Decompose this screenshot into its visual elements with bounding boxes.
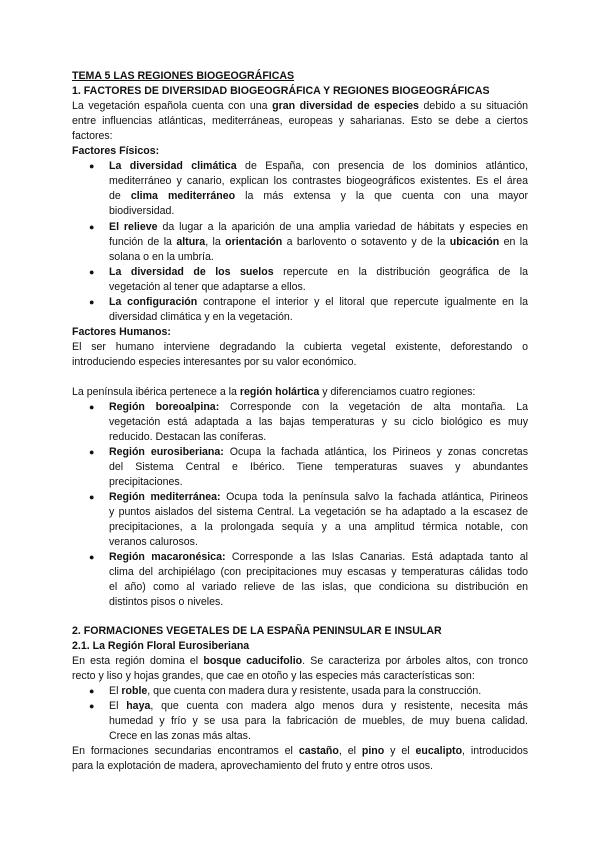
list-item-line: veranos calurosos. (109, 536, 198, 548)
regions-intro: La península ibérica pertenece a la región holártica y diferenciamos cuatro regiones: (72, 386, 476, 398)
paragraph-line: recto y liso y hojas grandes, que cae en otoño y las especies más características son: (72, 670, 475, 682)
list-item: El roble, que cuenta con madera dura y resistente, usada para la construcción. (109, 685, 482, 697)
list-item: El haya, que cuenta con madera algo menos dura y resistente, necesita más (109, 700, 528, 712)
paragraph-line: En formaciones secundarias encontramos el castaño, el pino y el eucalipto, introducidos (72, 745, 528, 757)
list-item: Región eurosiberiana: Ocupa la fachada atlántica, los Pirineos y zonas concretas (109, 446, 528, 458)
list-item-line: precipitaciones. (109, 476, 183, 488)
bullet-icon: ● (89, 701, 95, 711)
section-2-1-heading: 2.1. La Región Floral Eurosiberiana (72, 640, 250, 652)
paragraph-line: para la explotación de madera, aprovechamiento del fruto y entre otros usos. (72, 760, 433, 772)
bullet-icon: ● (89, 267, 95, 277)
bullet-icon: ● (89, 552, 95, 562)
list-item-line: precipitaciones, a la prolongada sequía y a una amplitud térmica notable, con (109, 521, 528, 533)
list-item: Región boreoalpina: Corresponde con la vegetación de alta montaña. La (109, 401, 528, 413)
human-factors-heading: Factores Humanos: (72, 326, 171, 338)
list-item-line: Crece en las zonas más altas. (109, 730, 251, 742)
list-item-line: distintos pisos o niveles. (109, 596, 224, 608)
list-item-line: solana o en la umbría. (109, 251, 214, 263)
list-item-line: del Sistema Central e Ibérico. Tiene temperaturas suaves y abundantes (109, 461, 528, 473)
section-2-heading: 2. FORMACIONES VEGETALES DE LA ESPAÑA PENINSULAR E INSULAR (72, 625, 442, 637)
list-item-line: función de la altura, la orientación a barlovento o sotavento y de la ubicación en la (109, 236, 528, 248)
list-item-line: el año) como al variado relieve de las islas, que condiciona su distribución en (109, 581, 528, 593)
list-item: La diversidad climática de España, con presencia de los dominios atlántico, (109, 160, 528, 172)
list-item-line: y puntos aislados del sistema Central. La vegetación se ha adaptado a la escasez de (109, 506, 528, 518)
list-item: Región mediterránea: Ocupa toda la península salvo la fachada atlántica, Pirineos (109, 491, 528, 503)
human-factors-line: introduciendo especies interesantes por su valor económico. (72, 356, 357, 368)
list-item: La diversidad de los suelos repercute en la distribución geográfica de la (109, 266, 528, 278)
list-item-line: biodiversidad. (109, 205, 175, 217)
physical-factors-heading: Factores Físicos: (72, 145, 160, 157)
list-item-line: diversidad climática y en la vegetación. (109, 311, 293, 323)
bullet-icon: ● (89, 447, 95, 457)
list-item: El relieve da lugar a la aparición de una amplia variedad de hábitats y especies en (109, 221, 528, 233)
list-item-line: mediterráneo y canario, explican los contrastes biogeográficos existentes. Es el área (109, 175, 528, 187)
bullet-icon: ● (89, 222, 95, 232)
bullet-icon: ● (89, 297, 95, 307)
list-item: La configuración contrapone el interior y el litoral que repercute igualmente en la (109, 296, 528, 308)
bullet-icon: ● (89, 161, 95, 171)
human-factors-line: El ser humano interviene degradando la cubierta vegetal existente, deforestando o (72, 341, 528, 353)
bullet-icon: ● (89, 686, 95, 696)
bullet-icon: ● (89, 402, 95, 412)
paragraph-line: En esta región domina el bosque caducifolio. Se caracteriza por árboles altos, con tronco (72, 655, 528, 667)
list-item-line: vegetación está adaptada a las bajas temperaturas y su ciclo biológico es muy (109, 416, 528, 428)
intro-line: factores: (72, 130, 113, 142)
page-title: TEMA 5 LAS REGIONES BIOGEOGRÁFICAS (72, 70, 295, 82)
list-item-line: de clima mediterráneo la más extensa y la que cuenta con una mayor (109, 190, 528, 202)
intro-line: La vegetación española cuenta con una gran diversidad de especies debido a su situación (72, 100, 528, 112)
list-item-line: reducido. Destacan las coníferas. (109, 431, 267, 443)
section-1-heading: 1. FACTORES DE DIVERSIDAD BIOGEOGRÁFICA Y REGIONES BIOGEOGRÁFICAS (72, 85, 490, 97)
bullet-icon: ● (89, 492, 95, 502)
list-item-line: vegetación al tener que adaptarse a ellos. (109, 281, 306, 293)
list-item: Región macaronésica: Corresponde a las Islas Canarias. Está adaptada tanto al (109, 551, 528, 563)
intro-line: entre influencias atlánticas, mediterráneas, europeas y saharianas. Esto se debe a ciertos (72, 115, 528, 127)
list-item-line: clima del archipiélago (con precipitaciones muy escasas y temperaturas cálidas todo (109, 566, 528, 578)
list-item-line: humedad y frío y se usa para la fabricación de muebles, de muy buena calidad. (109, 715, 528, 727)
